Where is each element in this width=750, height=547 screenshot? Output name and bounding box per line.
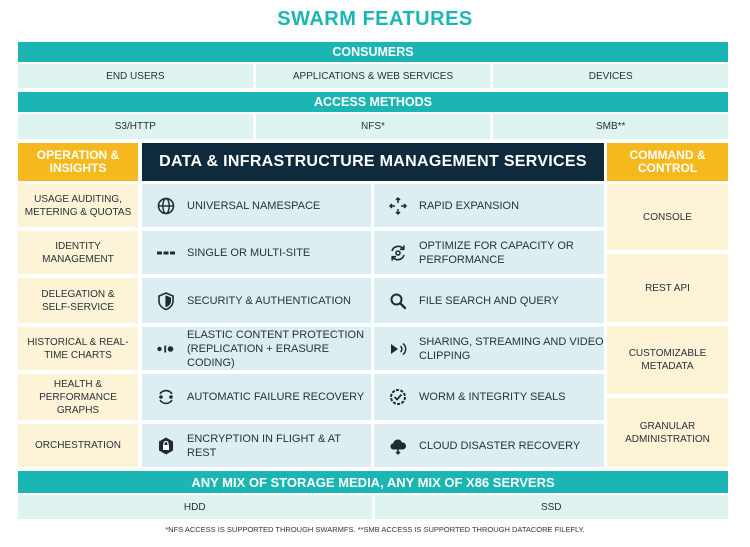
service-rapid-expansion (374, 184, 604, 227)
consumers-row (18, 64, 728, 88)
service-label: AUTOMATIC FAILURE RECOVERY (187, 391, 365, 403)
service-label: ELASTIC CONTENT PROTECTION (REPLICATION + ERASURE CODING) (187, 328, 365, 369)
optimize-icon (386, 241, 410, 265)
consumer-devices: DEVICES (493, 64, 728, 88)
recovery-icon (154, 385, 178, 409)
cloud-icon (386, 434, 410, 458)
service-security (142, 278, 371, 323)
service-label: SINGLE OR MULTI-SITE (187, 246, 311, 259)
consumer-applications: APPLICATIONS & WEB SERVICES (256, 64, 491, 88)
service-label: WORM & INTEGRITY SEALS (419, 391, 566, 403)
service-worm-seals (374, 374, 604, 420)
service-label: RAPID EXPANSION (419, 199, 520, 212)
service-label: SECURITY & AUTHENTICATION (187, 294, 352, 307)
service-cloud-dr (374, 424, 604, 467)
right-rest-api: REST API (607, 254, 728, 322)
right-customizable-metadata: CUSTOMIZABLE METADATA (607, 326, 728, 394)
multi-site-icon (154, 241, 178, 265)
service-label: ENCRYPTION IN FLIGHT & AT REST (187, 432, 341, 459)
service-single-multi-site (142, 231, 371, 274)
left-identity-management: IDENTITY MANAGEMENT (18, 231, 138, 274)
access-methods-header: ACCESS METHODS (18, 92, 728, 112)
shield-icon (154, 289, 178, 313)
right-console: CONSOLE (607, 184, 728, 250)
encryption-icon (154, 434, 178, 458)
command-control-header: COMMAND & CONTROL (607, 143, 728, 181)
storage-header: ANY MIX OF STORAGE MEDIA, ANY MIX OF X86 SERVERS (18, 471, 728, 493)
left-usage-auditing: USAGE AUDITING, METERING & QUOTAS (18, 184, 138, 227)
storage-hdd: HDD (18, 495, 372, 519)
left-orchestration: ORCHESTRATION (18, 424, 138, 467)
left-historical-charts: HISTORICAL & REAL-TIME CHARTS (18, 327, 138, 370)
service-label: CLOUD DISASTER RECOVERY (419, 439, 581, 452)
storage-row (18, 495, 728, 519)
access-smb: SMB** (493, 114, 728, 139)
consumer-end-users: END USERS (18, 64, 253, 88)
page-title: SWARM FEATURES (277, 8, 473, 30)
service-label: FILE SEARCH AND QUERY (419, 294, 559, 307)
right-granular-administration: GRANULAR ADMINISTRATION (607, 398, 728, 467)
streaming-icon (386, 337, 410, 361)
protection-dots-icon (154, 337, 178, 361)
access-methods-row (18, 114, 728, 139)
storage-ssd: SSD (375, 495, 729, 519)
service-optimize (374, 231, 604, 274)
expand-arrows-icon (386, 194, 410, 218)
left-health-graphs: HEALTH & PERFORMANCE GRAPHS (18, 374, 138, 420)
service-universal-namespace (142, 184, 371, 227)
service-auto-recovery (142, 374, 371, 420)
access-s3-http: S3/HTTP (18, 114, 253, 139)
service-elastic-protection (142, 327, 371, 370)
data-infrastructure-header: DATA & INFRASTRUCTURE MANAGEMENT SERVICES (142, 143, 604, 181)
operation-insights-header: OPERATION & INSIGHTS (18, 143, 138, 181)
service-label: UNIVERSAL NAMESPACE (187, 199, 321, 212)
access-nfs: NFS* (256, 114, 491, 139)
service-file-search (374, 278, 604, 323)
seal-icon (386, 385, 410, 409)
service-sharing-streaming (374, 327, 604, 370)
footnote: *NFS ACCESS IS SUPPORTED THROUGH SWARMFS. **SMB ACCESS IS SUPPORTED THROUGH DATACORE FILEFLY. (165, 525, 585, 534)
search-icon (386, 289, 410, 313)
service-label: SHARING, STREAMING AND VIDEO CLIPPING (419, 335, 604, 362)
service-label: OPTIMIZE FOR CAPACITY OR PERFORMANCE (419, 239, 574, 266)
globe-icon (154, 194, 178, 218)
left-delegation: DELEGATION & SELF-SERVICE (18, 278, 138, 323)
service-encryption (142, 424, 371, 467)
consumers-header: CONSUMERS (18, 42, 728, 62)
